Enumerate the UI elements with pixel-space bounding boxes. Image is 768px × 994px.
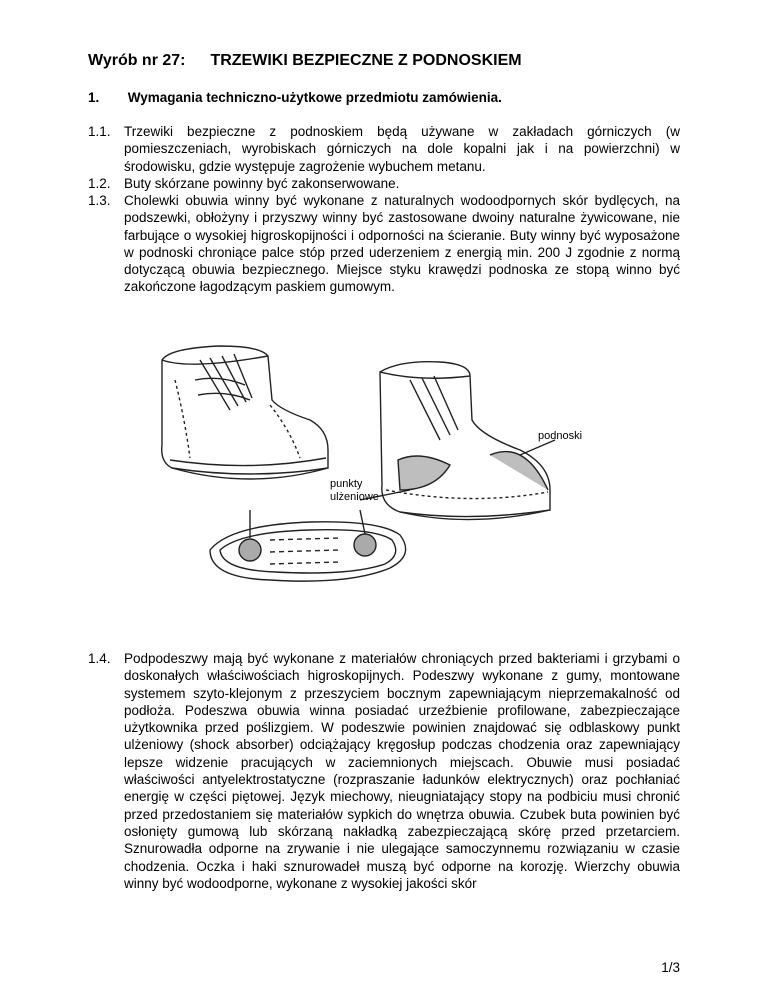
label-toecaps: podnoski [538,430,583,442]
product-title: TRZEWIKI BEZPIECZNE Z PODNOSKIEM [210,52,522,69]
product-label: Wyrób nr 27: [88,52,186,69]
section-heading [88,90,502,105]
paragraph-1-1 [88,123,680,175]
paragraph-number: 1.1. [88,124,111,139]
paragraph-text: Cholewki obuwia winny być wykonane z naturalnych wodoodpornych skór bydlęcych, na podszewki, obłożyny i przyszwy winny być zastosowane dwoiny naturalne żywicowane, nie farbujące o wysokiej higroskopijności i odporności na ścieranie. Buty winny być wyposażone w podnoski chroniące palce stóp przed uderzeniem z energią min. 200 J zgodnie z normą dotyczącą obuwia bezpiecznego. Miejsce styku krawędzi podnoska ze stopą winno być zakończone łagodzącym paskiem gumowym. [124,193,680,295]
section-title: Wymagania techniczno-użytkowe przedmiotu zamówienia. [127,90,502,105]
paragraph-number: 1.4. [88,651,111,666]
paragraph-1-3 [88,192,680,296]
paragraph-number: 1.2. [88,176,111,191]
paragraph-text: Buty skórzane powinny być zakonserwowane. [124,176,400,191]
document-title [88,52,522,70]
paragraph-number: 1.3. [88,193,111,208]
boots-illustration [150,340,600,590]
paragraph-text: Podpodeszwy mają być wykonane z materiałów chroniących przed bakteriami i grzybami o doskonałych właściwościach higroskopijnych. Podeszwy wykonane z gumy, montowane systemem szyto-klejonym z przeszyciem bocznym zapewniającym nieprzemakalność od podłoża. Podeszwa obuwia winna posiadać urzeźbienie profilowane, zabezpieczające użytkownika przed poślizgiem. W podeszwie powinien znajdować się odblaskowy punkt ulżeniowy (shock absorber) odciążający kręgosłup podczas chodzenia oraz zapewniający lepsze widzenie pracujących w zaciemnionych miejscach. Obuwie musi posiadać właściwości antyelektrostatyczne (rozpraszanie ładunków elektrycznych) oraz pochłaniać energię w części piętowej. Język miechowy, nieugniatający stopy na podbiciu musi chronić przed przedostaniem się materiałów sypkich do wnętrza obuwia. Czubek buta powinien być osłonięty gumową lub skórzaną nakładką zabezpieczającą skórę przed przetarciem. Sznurowadła odporne na zrywanie i nie ulegające samoczynnemu rozwiązaniu w czasie chodzenia. Oczka i haki sznurowadeł muszą być odporne na korozję. Wierzchy obuwia winny być wodoodporne, wykonane z wysokiej jakości skór [124,651,680,891]
paragraph-1-2 [88,175,680,192]
paragraph-1-4 [88,650,680,892]
boots-drawing [150,340,600,590]
page-number: 1/3 [661,960,680,975]
label-relief-points: punkty ulżeniowe [330,478,379,503]
section-number: 1. [88,90,100,105]
paragraph-text: Trzewiki bezpieczne z podnoskiem będą używane w zakładach górniczych (w pomieszczeniach, wyrobiskach górniczych na dole kopalni jak i na powierzchni) w środowisku, gdzie występuje zagrożenie wybuchem metanu. [124,124,680,174]
